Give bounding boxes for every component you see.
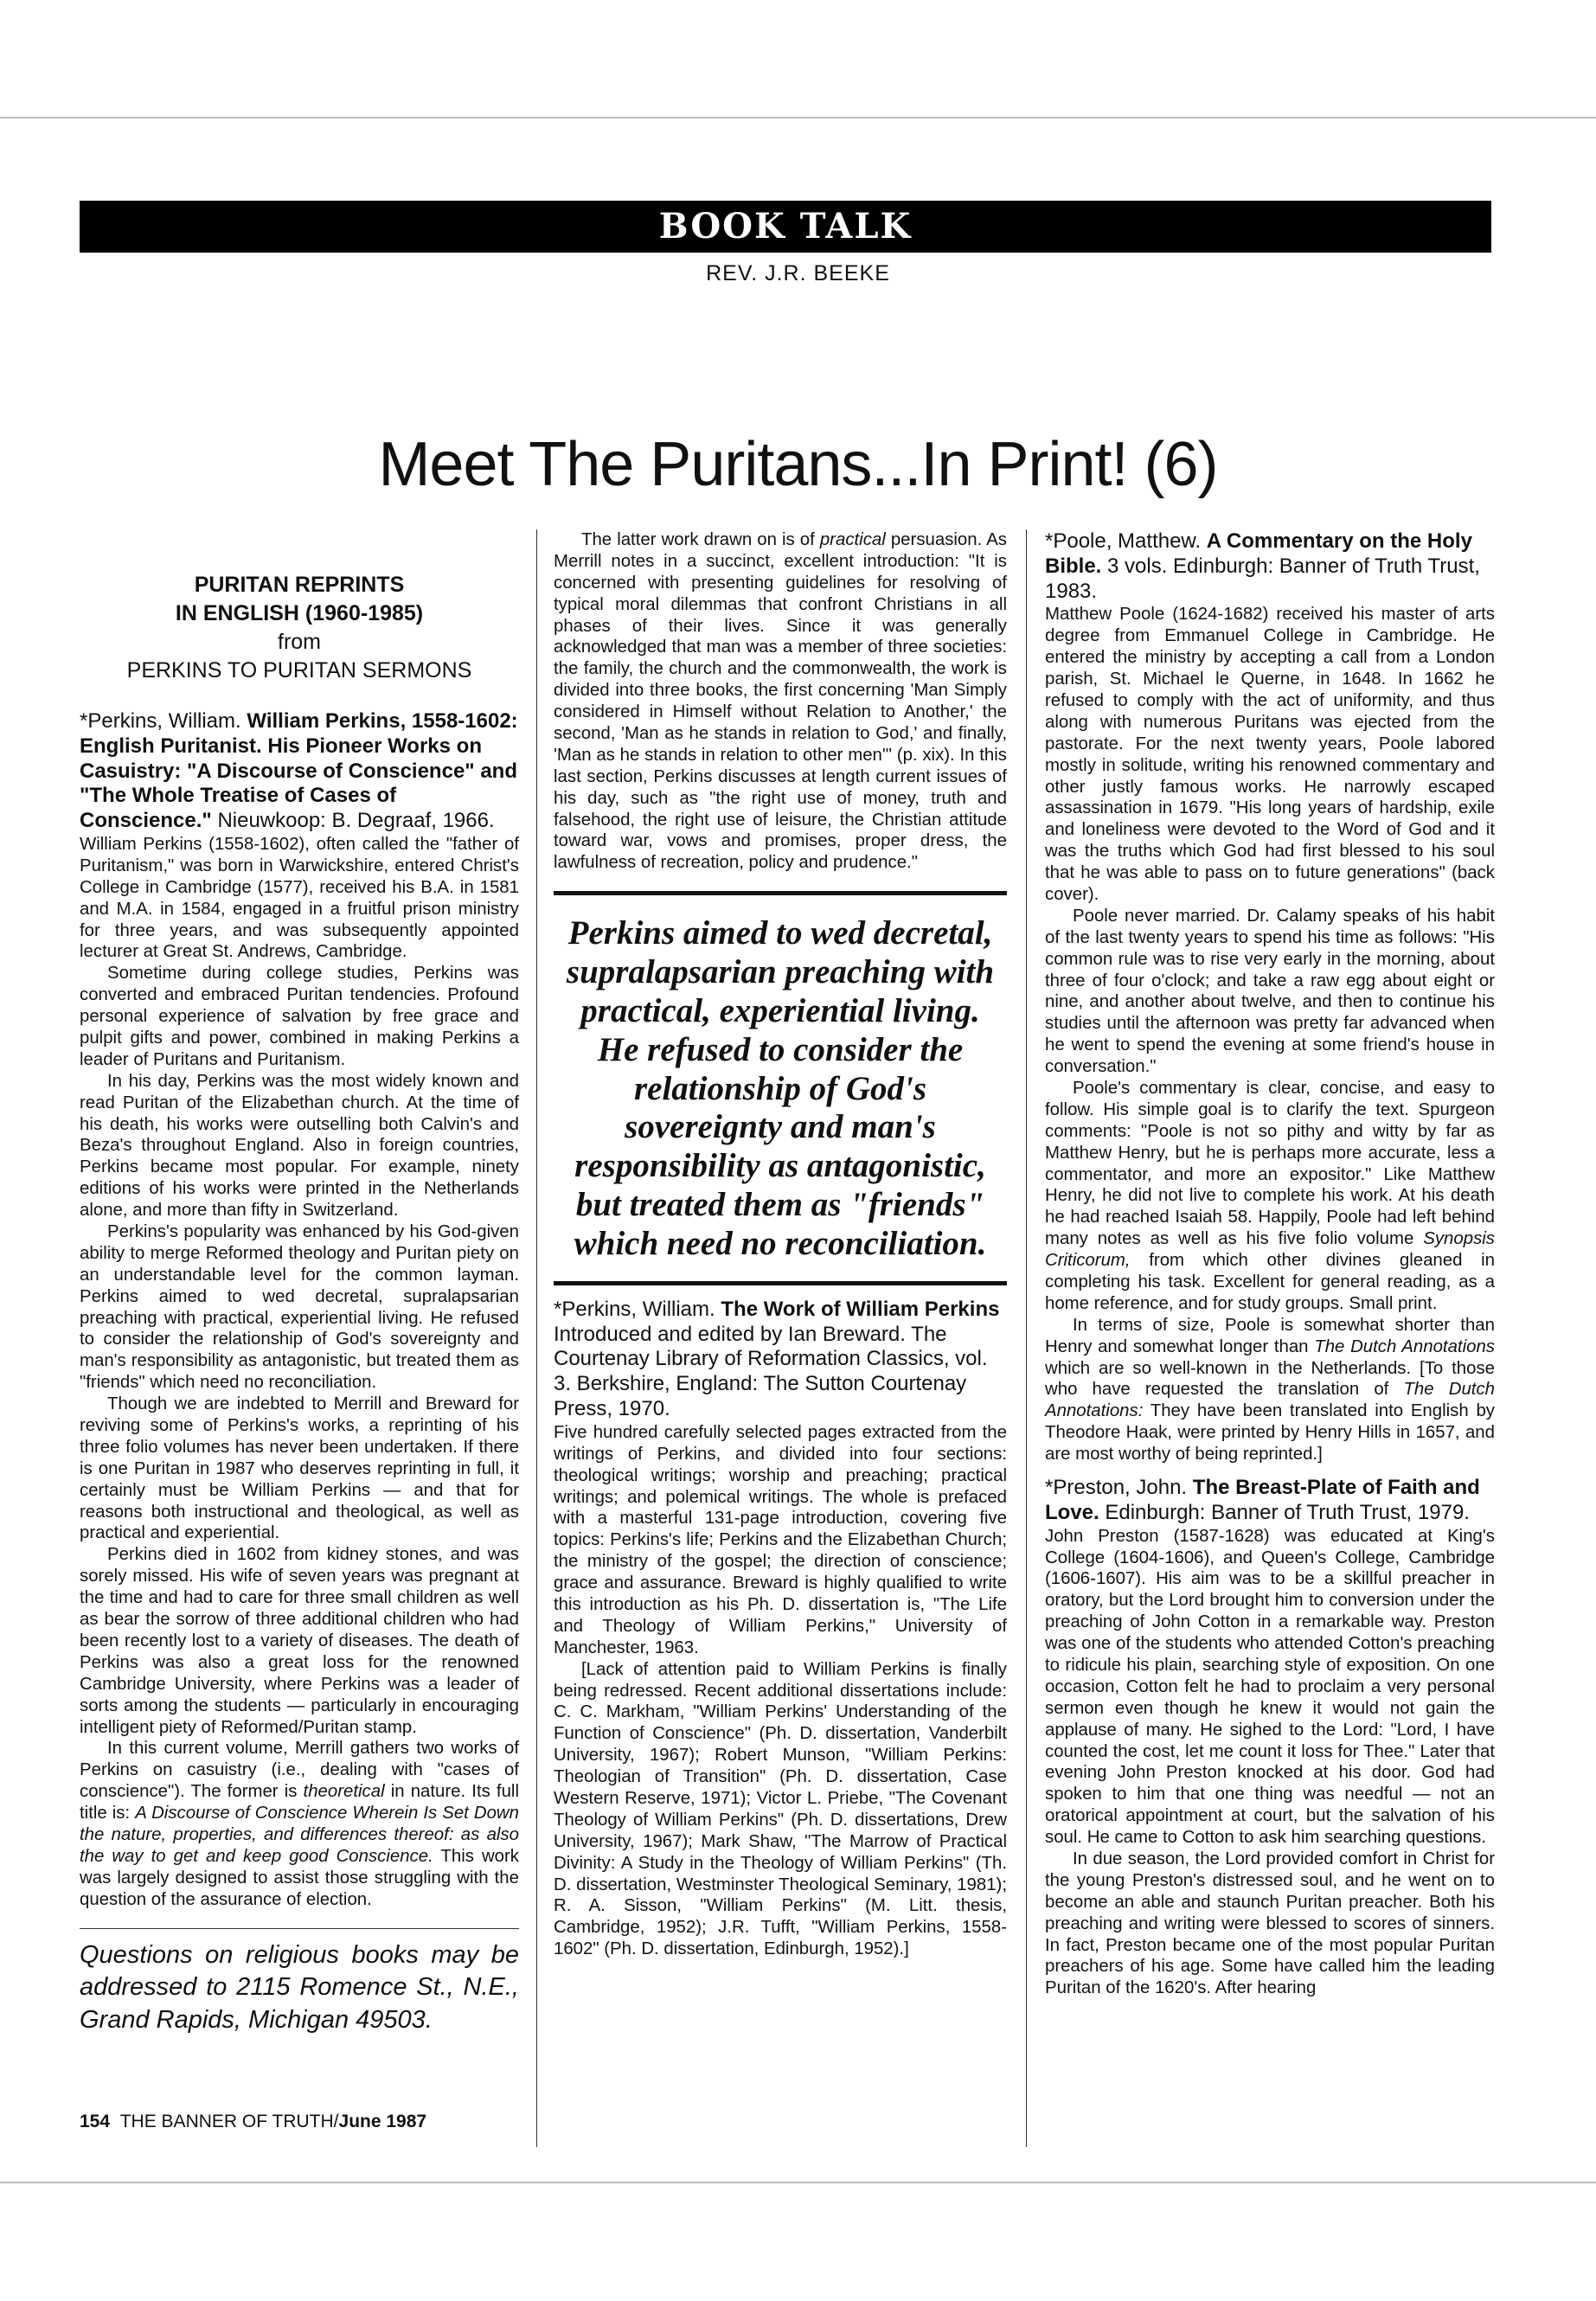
- paragraph: Poole never married. Dr. Calamy speaks of his habit of the last twenty years to spend his time as follows: "His common rule was to rise very early in the morning, about three of four o'clock; and take a raw egg about eight or nine, and another about twelve, and then to continue his studies until the afternoon was pretty far advanced when he went to spend the evening at some friend's house in conversation.": [1045, 906, 1495, 1077]
- right-column: [1045, 529, 1495, 1999]
- entry-publisher: 3 vols. Edinburgh: Banner of Truth Trust, 1983.: [1045, 554, 1480, 603]
- paragraph: In terms of size, Poole is somewhat shorter than Henry and somewhat longer than The Dutch Annotations which are so well-known in the Netherlands. [To those who have requested the translation of The Dutch Annotations: They have been translated into English by Theodore Haak, were printed by Henry Hills in 1657, and are most worthy of being reprinted.]: [1045, 1315, 1495, 1465]
- entry-publisher: Edinburgh: Banner of Truth Trust, 1979.: [1105, 1500, 1470, 1524]
- section-banner: BOOK TALK: [80, 201, 1491, 253]
- paragraph: Though we are indebted to Merrill and Breward for reviving some of Perkins's works, a reprinting of his three folio volumes has never been undertaken. If there is one Puritan in 1987 who deserves reprinting in full, it certainly must be William Perkins — and that for reasons both instructional and theological, as well as practical and experiential.: [80, 1394, 519, 1543]
- pullquote-rule-bottom: [554, 1281, 1007, 1285]
- pull-quote: Perkins aimed to wed decretal, supralapsarian preaching with practical, experiential living. He refused to consider the relationship of God's sovereignty and man's responsibility as antagonistic, but treated them as "friends" which need no reconciliation.: [566, 914, 995, 1262]
- bottom-border-line: [0, 2182, 1596, 2183]
- top-border-line: [0, 117, 1596, 119]
- section-heading-line1: PURITAN REPRINTS: [194, 573, 405, 597]
- contact-note: Questions on religious books may be addressed to 2115 Romence St., N.E., Grand Rapids, Michigan 49503.: [80, 1940, 519, 2034]
- paragraph: William Perkins (1558-1602), often called the "father of Puritanism," was born in Warwickshire, entered Christ's College in Cambridge (1577), received his B.A. in 1581 and M.A. in 1584, engaged in a fruitful prison ministry for three years, and was subsequently appointed lecturer at Great St. Andrews, Cambridge.: [80, 834, 519, 962]
- left-column: [80, 529, 519, 2037]
- book-entry: [80, 709, 519, 834]
- article-title: Meet The Puritans...In Print! (6): [378, 430, 1218, 499]
- paragraph: In this current volume, Merrill gathers two works of Perkins on casuistry (i.e., dealing with "cases of conscience"). The former is theoretical in nature. Its full title is: A Discourse of Conscience Wherein Is Set Down the nature, properties, and differences thereof: as also the way to get and keep good Conscience. This work was largely designed to assist those struggling with the question of the assurance of election.: [80, 1739, 519, 1909]
- paragraph: Sometime during college studies, Perkins was converted and embraced Puritan tendencies. Profound personal experience of salvation by free grace and pulpit gifts and power, combined in making Perkins a leader of Puritans and Puritanism.: [80, 964, 519, 1069]
- page-footer: [80, 2112, 426, 2132]
- magazine-name: THE BANNER OF TRUTH/: [119, 2112, 339, 2131]
- entry-title: A Commentary on the Holy Bible.: [1045, 529, 1472, 578]
- entry-title: William Perkins, 1558-1602: English Puritanist. His Pioneer Works on Casuistry: "A Discourse of Conscience" and "The Whole Treatise of Cases of Conscience.": [80, 709, 518, 833]
- entry-author: *Perkins, William.: [80, 709, 241, 733]
- book-entry: [1045, 1476, 1495, 1526]
- column-divider: [1026, 529, 1027, 2147]
- paragraph: In his day, Perkins was the most widely known and read Puritan of the Elizabethan church. At the time of his death, his works were outselling both Calvin's and Beza's throughout England. Also in foreign countries, Perkins became most popular. For example, ninety editions of his works were printed in the Netherlands alone, and more than fifty in Switzerland.: [80, 1071, 519, 1221]
- paragraph: In due season, the Lord provided comfort in Christ for the young Preston's distressed soul, and he went on to become an able and staunch Puritan preacher. Both his preaching and writing were blessed to scores of sinners. In fact, Preston became one of the most popular Puritan preachers of his age. Some have called him the leading Puritan of the 1620's. After hearing: [1045, 1849, 1495, 1998]
- entry-title: The Breast-Plate of Faith and Love.: [1045, 1476, 1480, 1524]
- entry-author: *Perkins, William.: [554, 1297, 715, 1321]
- entry-author: *Preston, John.: [1045, 1476, 1188, 1500]
- paragraph: Perkins's popularity was enhanced by his God-given ability to merge Reformed theology and Puritan piety on an understandable level for the common layman. Perkins aimed to wed decretal, supralapsarian preaching with practical, experiential living. He refused to consider the relationship of God's sovereignty and man's responsibility as antagonistic, but treated them as "friends" which need no reconciliation.: [80, 1222, 519, 1393]
- paragraph: Perkins died in 1602 from kidney stones, and was sorely missed. His wife of seven years was pregnant at the time and had to care for three small children as well as bear the sorrow of three additional children who had been recently lost to a variety of diseases. The death of Perkins was also a great loss for the renowned Cambridge University, where Perkins was a leader of sorts among the students — particularly in encouraging intelligent piety of Reformed/Puritan stamp.: [80, 1545, 519, 1737]
- paragraph: Five hundred carefully selected pages extracted from the writings of Perkins, and divided into four sections: theological writings; worship and preaching; practical writings; and polemical writings. The whole is prefaced with a masterful 131-page introduction, covering five topics: Perkins's life; Perkins and the Elizabethan Church; the ministry of the gospel; the direction of conscience; grace and assurance. Breward is highly qualified to write this introduction as his Ph. D. dissertation is, "The Life and Theology of William Perkins," University of Manchester, 1963.: [554, 1422, 1007, 1657]
- middle-column: [554, 529, 1007, 1960]
- pullquote-rule-top: [554, 891, 1007, 895]
- paragraph: Poole's commentary is clear, concise, and easy to follow. His simple goal is to clarify the text. Spurgeon comments: "Poole is not so pithy and witty by far as Matthew Henry, but he is perhaps more accurate, less a commentator, and more an expositor." Like Matthew Henry, he did not live to complete his work. At his death he had reached Isaiah 58. Happily, Poole had left behind many notes as well as his five folio volume Synopsis Criticorum, from which other divines gleaned in completing his task. Excellent for general reading, as a home reference, and for study groups. Small print.: [1045, 1078, 1495, 1313]
- author-byline: REV. J.R. BEEKE: [706, 261, 890, 285]
- section-subheading-line1: from: [278, 630, 321, 654]
- entry-author: *Poole, Matthew.: [1045, 529, 1202, 553]
- section-subheading: [80, 628, 519, 685]
- section-heading: [80, 571, 519, 628]
- column-divider: [536, 529, 537, 2147]
- divider: [80, 1928, 519, 1929]
- section-heading-line2: IN ENGLISH (1960-1985): [175, 601, 424, 625]
- entry-publisher: Introduced and edited by Ian Breward. The Courtenay Library of Reformation Classics, vol. 3. Berkshire, England: The Sutton Courtenay Press, 1970.: [554, 1322, 988, 1421]
- book-entry: [554, 1298, 1007, 1422]
- paragraph: The latter work drawn on is of practical persuasion. As Merrill notes in a succinct, excellent introduction: "It is concerned with presenting guidelines for resolving of typical moral dilemmas that confront Christians in all phases of their lives. Since it was generally acknowledged that man was a member of three societies: the family, the church and the commonwealth, the work is divided into three books, the first concerning 'Man Simply considered in Himself without Relation to Another,' the second, 'Man as he stands in relation to God,' and finally, 'Man as he stands in relation to other men'" (p. xix). In this last section, Perkins discusses at length current issues of his day, such as "the right use of money, truth and falsehood, the right use of leisure, the Christian attitude toward war, vows and promises, proper dress, the lawfulness of recreation, policy and prudence.": [554, 530, 1007, 873]
- paragraph: John Preston (1587-1628) was educated at King's College (1604-1606), and Queen's College, Cambridge (1606-1607). His aim was to be a skillful preacher in oratory, but the Lord brought him to conversion under the preaching of John Cotton in a remarkable way. Preston was one of the students who attended Cotton's preaching to ridicule his plain, searching style of exposition. On one occasion, Cotton felt he had to proclaim a very personal sermon even though he knew it would not gain the applause of many. He sighed to the Lord: "Lord, I have counted the cost, let me count it loss for Thee." Later that evening John Preston knocked at his door. God had spoken to him that one thing was needful — not an oratorical appointment at court, but the salvation of his soul. He came to Cotton to ask him searching questions.: [1045, 1526, 1495, 1848]
- page-number: 154: [80, 2112, 111, 2131]
- entry-publisher: Nieuwkoop: B. Degraaf, 1966.: [217, 809, 495, 833]
- section-subheading-line2: PERKINS TO PURITAN SERMONS: [126, 658, 472, 683]
- paragraph: [Lack of attention paid to William Perkins is finally being redressed. Recent additional dissertations include: C. C. Markham, "William Perkins' Understanding of the Function of Conscience" (Ph. D. dissertation, Vanderbilt University, 1967); Robert Munson, "William Perkins: Theologian of Transition" (Ph. D. dissertation, Case Western Reserve, 1971); Victor L. Priebe, "The Covenant Theology of William Perkins" (Ph. D. dissertations, Drew University, 1967); Mark Shaw, "The Marrow of Practical Divinity: A Study in the Theology of William Perkins" (Th. D. dissertation, Westminster Theological Seminary, 1981); R. A. Sisson, "William Perkins" (M. Litt. thesis, Cambridge, 1952); J.R. Tufft, "William Perkins, 1558-1602" (Ph. D. dissertation, Edinburgh, 1952).]: [554, 1659, 1007, 1959]
- entry-title: The Work of William Perkins: [721, 1297, 1000, 1321]
- book-entry: [1045, 529, 1495, 604]
- issue-date: June 1987: [338, 2112, 427, 2131]
- paragraph: Matthew Poole (1624-1682) received his master of arts degree from Emmanuel College in Cambridge. He entered the ministry by accepting a call from a London parish, St. Michael le Querne, in 1648. In 1662 he refused to comply with the act of uniformity, and thus along with numerous Puritans was ejected from the pastorate. For the next twenty years, Poole labored mostly in solitude, writing his renowned commentary and other justly famous works. He narrowly escaped assassination in 1679. "His long years of hardship, exile and loneliness were devoted to the Word of God and it was the truths which God had first blessed to his soul that he was able to pass on to future generations" (back cover).: [1045, 605, 1495, 904]
